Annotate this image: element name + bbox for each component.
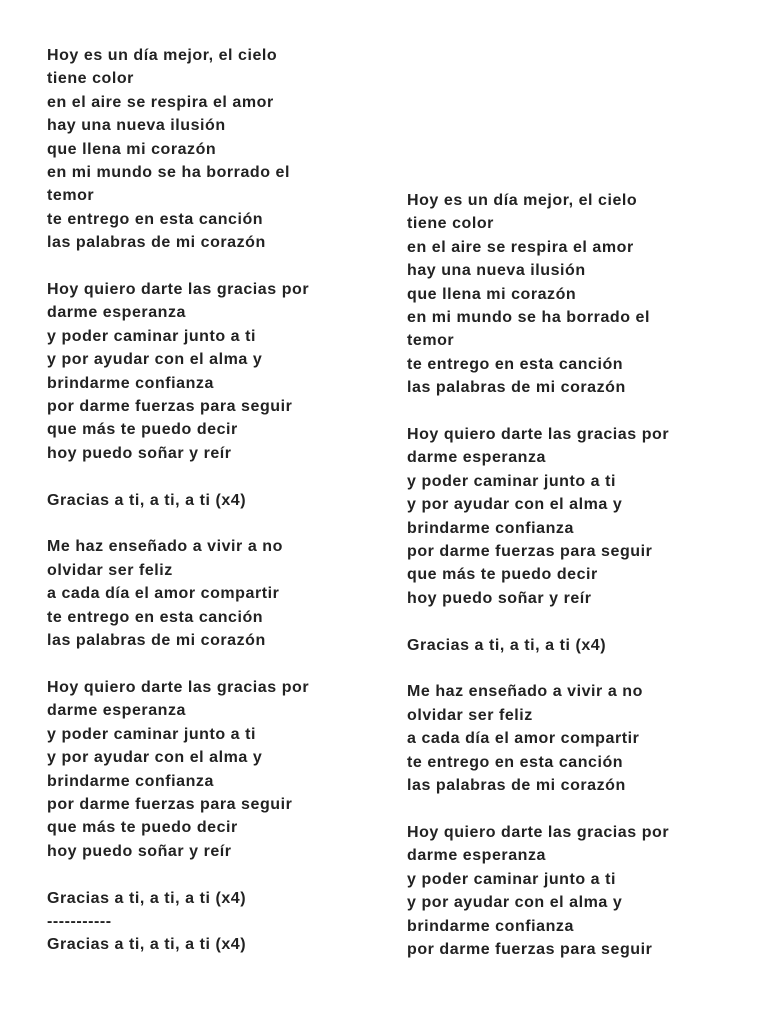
lyrics-line: Hoy es un día mejor, el cielo bbox=[407, 192, 638, 209]
lyrics-line: ----------- bbox=[47, 912, 112, 930]
lyrics-line: y por ayudar con el alma y bbox=[407, 496, 623, 514]
lyrics-line: por darme fuerzas para seguir bbox=[407, 543, 653, 561]
lyrics-line: y poder caminar junto a ti bbox=[407, 472, 617, 490]
lyrics-line: que más te puedo decir bbox=[47, 421, 238, 439]
lyrics-line: que más te puedo decir bbox=[47, 819, 238, 837]
lyrics-stanza bbox=[47, 44, 377, 255]
lyrics-stanza bbox=[47, 887, 377, 957]
lyrics-line: Me haz enseñado a vivir a no bbox=[407, 683, 643, 701]
lyrics-line: en mi mundo se ha borrado el bbox=[47, 164, 290, 182]
lyrics-stanza bbox=[407, 423, 737, 610]
lyrics-line: olvidar ser feliz bbox=[47, 561, 173, 579]
lyrics-line: y poder caminar junto a ti bbox=[47, 725, 257, 743]
lyrics-line: temor bbox=[407, 332, 455, 350]
lyrics-line: tiene color bbox=[47, 70, 134, 88]
lyrics-line: hoy puedo soñar y reír bbox=[407, 589, 592, 607]
lyrics-line: Hoy es un día mejor, el cielo bbox=[47, 47, 278, 64]
lyrics-stanza bbox=[47, 535, 377, 652]
lyrics-line: hay una nueva ilusión bbox=[47, 117, 226, 135]
lyrics-line: darme esperanza bbox=[47, 702, 186, 720]
lyrics-line: Hoy quiero darte las gracias por bbox=[47, 678, 310, 696]
lyrics-line: a cada día el amor compartir bbox=[407, 730, 640, 748]
right-lyrics-column bbox=[407, 189, 737, 985]
lyrics-line: te entrego en esta canción bbox=[407, 753, 624, 771]
lyrics-line: y por ayudar con el alma y bbox=[407, 894, 623, 912]
lyrics-line: hay una nueva ilusión bbox=[407, 262, 586, 280]
lyrics-line: Gracias a ti, a ti, a ti (x4) bbox=[407, 636, 607, 654]
lyrics-line: las palabras de mi corazón bbox=[47, 234, 266, 252]
lyrics-line: te entrego en esta canción bbox=[407, 355, 624, 373]
lyrics-stanza bbox=[407, 821, 737, 961]
lyrics-line: por darme fuerzas para seguir bbox=[407, 940, 653, 958]
lyrics-line: que llena mi corazón bbox=[407, 285, 577, 303]
lyrics-line: hoy puedo soñar y reír bbox=[47, 444, 232, 462]
lyrics-line: darme esperanza bbox=[407, 449, 546, 467]
lyrics-line: las palabras de mi corazón bbox=[407, 379, 626, 397]
lyrics-line: Hoy quiero darte las gracias por bbox=[407, 823, 670, 841]
lyrics-line: brindarme confianza bbox=[47, 374, 214, 392]
lyrics-line: Me haz enseñado a vivir a no bbox=[47, 538, 283, 556]
lyrics-stanza bbox=[47, 489, 377, 512]
lyrics-stanza bbox=[47, 676, 377, 863]
lyrics-line: Hoy quiero darte las gracias por bbox=[47, 281, 310, 299]
lyrics-line: en el aire se respira el amor bbox=[47, 93, 274, 111]
lyrics-line: hoy puedo soñar y reír bbox=[47, 842, 232, 860]
lyrics-stanza bbox=[407, 680, 737, 797]
lyrics-line: por darme fuerzas para seguir bbox=[47, 795, 293, 813]
lyrics-line: las palabras de mi corazón bbox=[47, 632, 266, 650]
lyrics-line: olvidar ser feliz bbox=[407, 706, 533, 724]
lyrics-line: brindarme confianza bbox=[407, 917, 574, 935]
lyrics-line: y poder caminar junto a ti bbox=[407, 870, 617, 888]
left-lyrics-column bbox=[47, 44, 377, 980]
lyrics-line: tiene color bbox=[407, 215, 494, 233]
lyrics-line: en mi mundo se ha borrado el bbox=[407, 309, 650, 327]
lyrics-line: te entrego en esta canción bbox=[47, 210, 264, 228]
lyrics-line: darme esperanza bbox=[47, 304, 186, 322]
lyrics-line: Gracias a ti, a ti, a ti (x4) bbox=[47, 491, 247, 509]
lyrics-line: por darme fuerzas para seguir bbox=[47, 398, 293, 416]
lyrics-line: y por ayudar con el alma y bbox=[47, 749, 263, 767]
lyrics-line: Gracias a ti, a ti, a ti (x4) bbox=[47, 936, 247, 954]
lyrics-line: te entrego en esta canción bbox=[47, 608, 264, 626]
lyrics-line: Gracias a ti, a ti, a ti (x4) bbox=[47, 889, 247, 907]
lyrics-stanza bbox=[407, 634, 737, 657]
lyrics-line: darme esperanza bbox=[407, 847, 546, 865]
lyrics-line: Hoy quiero darte las gracias por bbox=[407, 426, 670, 444]
lyrics-line: y por ayudar con el alma y bbox=[47, 351, 263, 369]
lyrics-line: temor bbox=[47, 187, 95, 205]
lyrics-stanza bbox=[47, 278, 377, 465]
lyrics-line: brindarme confianza bbox=[47, 772, 214, 790]
lyrics-line: en el aire se respira el amor bbox=[407, 238, 634, 256]
lyrics-line: que más te puedo decir bbox=[407, 566, 598, 584]
lyrics-line: que llena mi corazón bbox=[47, 140, 217, 158]
lyrics-line: brindarme confianza bbox=[407, 519, 574, 537]
lyrics-line: las palabras de mi corazón bbox=[407, 777, 626, 795]
lyrics-line: y poder caminar junto a ti bbox=[47, 327, 257, 345]
lyrics-stanza bbox=[407, 189, 737, 400]
lyrics-line: a cada día el amor compartir bbox=[47, 585, 280, 603]
